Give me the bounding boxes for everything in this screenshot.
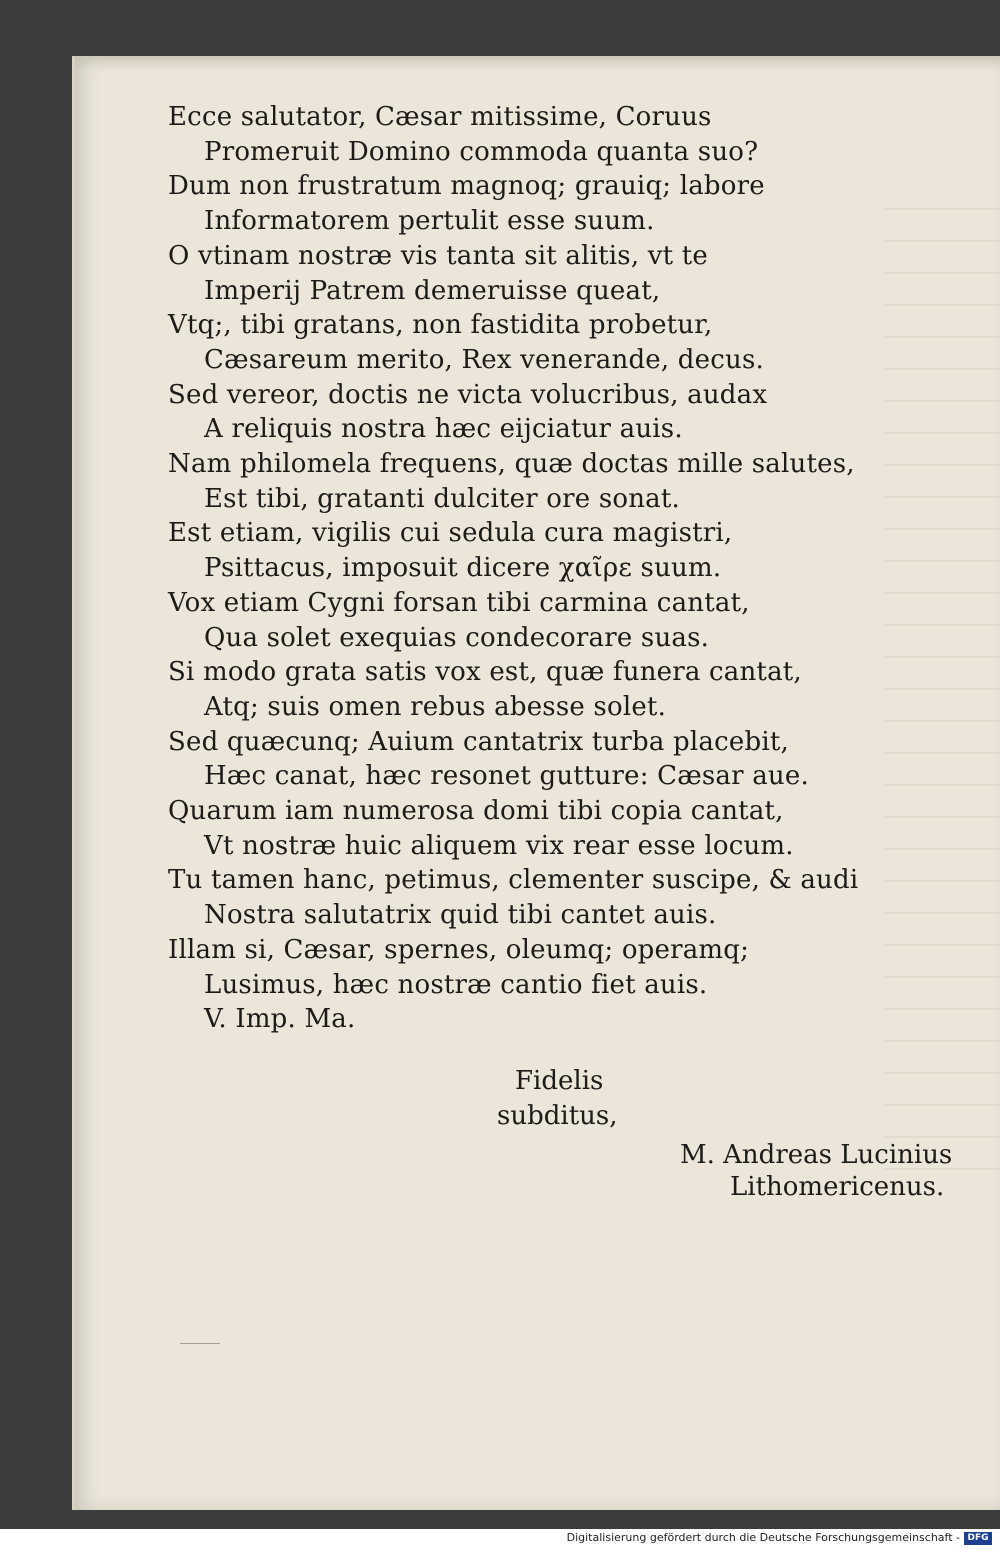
signoff-subditus: subditus, (497, 1101, 618, 1131)
dfg-logo: DFG (964, 1532, 992, 1545)
poem-line: Nostra salutatrix quid tibi cantet auis. (204, 900, 717, 931)
poem-line: Lusimus, hæc nostræ cantio fiet auis. (204, 969, 708, 1000)
poem-line: Sed quæcunq; Auium cantatrix turba placebit, (168, 726, 789, 757)
signoff-fidelis: Fidelis (515, 1066, 604, 1096)
poem-text (168, 100, 928, 1037)
poem-line: Sed vereor, doctis ne victa volucribus, audax (168, 379, 768, 410)
poem-line: Nam philomela frequens, quæ doctas mille salutes, (168, 449, 855, 480)
dedication-abbrev: V. Imp. Ma. (204, 1004, 356, 1035)
funding-notice: Digitalisierung gefördert durch die Deutsche Forschungsgemeinschaft - (566, 1531, 960, 1544)
poem-line: Qua solet exequias condecorare suas. (204, 622, 710, 653)
author-name: M. Andreas Lucinius (680, 1140, 953, 1170)
poem-line: Cæsareum merito, Rex venerande, decus. (204, 344, 764, 375)
poem-line: Vt nostræ huic aliquem vix rear esse locum. (204, 830, 794, 861)
poem-line: Vox etiam Cygni forsan tibi carmina cantat, (168, 587, 750, 618)
poem-line: Psittacus, imposuit dicere χαῖρε suum. (204, 553, 722, 584)
poem-line: Quarum iam numerosa domi tibi copia cantat, (168, 796, 784, 827)
poem-line: Dum non frustratum magnoq; grauiq; labore (168, 171, 765, 202)
poem-line: Vtq;, tibi gratans, non fastidita probetur, (168, 310, 713, 341)
footer-bar (0, 1529, 1000, 1549)
poem-line: O vtinam nostræ vis tanta sit alitis, vt te (168, 240, 709, 271)
poem-line: Ecce salutator, Cæsar mitissime, Coruus (168, 102, 712, 132)
poem-line: Tu tamen hanc, petimus, clementer suscipe, & audi (168, 865, 859, 896)
poem-line: Informatorem pertulit esse suum. (204, 206, 655, 237)
poem-line: Si modo grata satis vox est, quæ funera cantat, (168, 657, 802, 688)
page-mark (180, 1343, 220, 1344)
poem-line: A reliquis nostra hæc eijciatur auis. (204, 414, 683, 445)
poem-line: Imperij Patrem demeruisse queat, (204, 275, 661, 306)
poem-line: Illam si, Cæsar, spernes, oleumq; operamq; (168, 934, 750, 965)
poem-line: Est tibi, gratanti dulciter ore sonat. (204, 483, 680, 514)
poem-line: Est etiam, vigilis cui sedula cura magistri, (168, 518, 733, 549)
poem-line: Promeruit Domino commoda quanta suo? (204, 136, 759, 167)
author-origin: Lithomericenus. (730, 1172, 945, 1202)
poem-line: Hæc canat, hæc resonet gutture: Cæsar aue. (204, 761, 809, 792)
poem-line: Atq; suis omen rebus abesse solet. (204, 691, 667, 722)
